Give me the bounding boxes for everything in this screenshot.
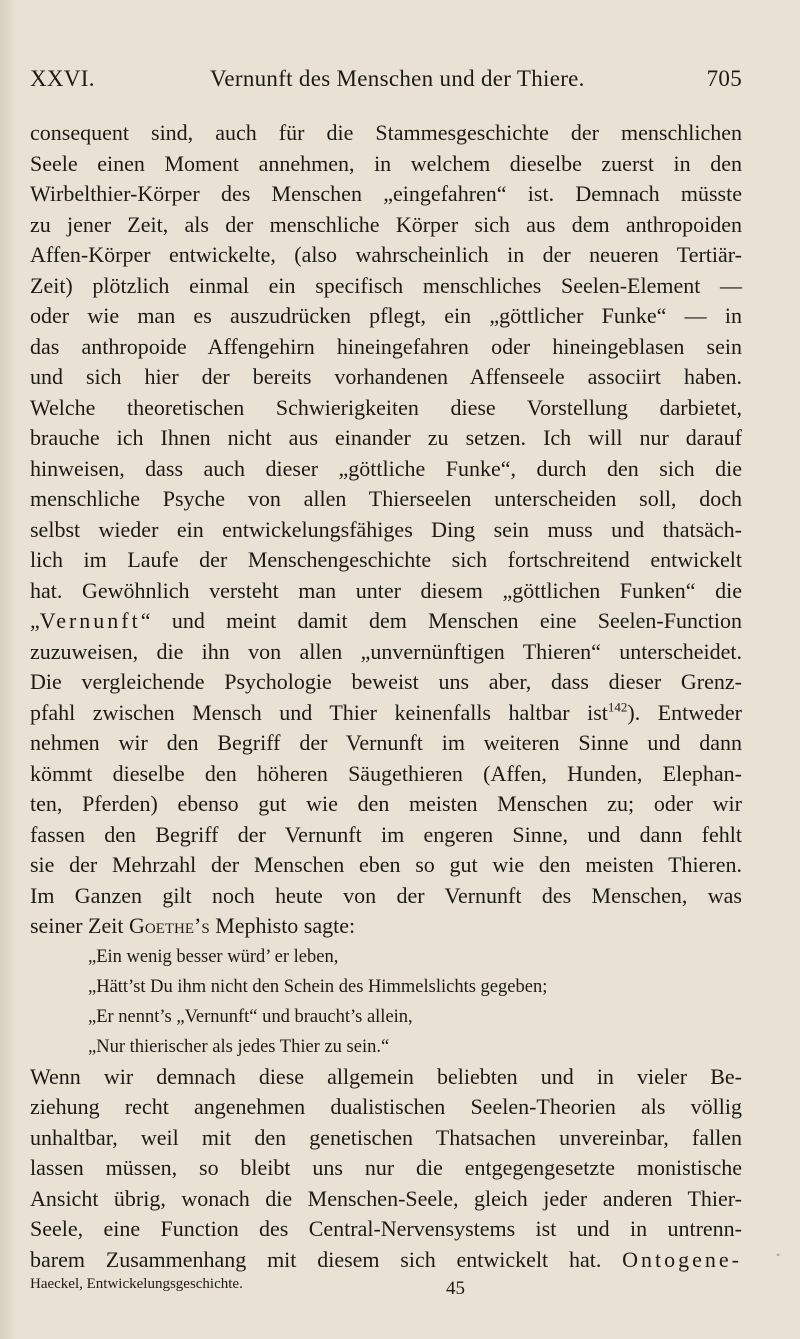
line-end: ). Entweder <box>627 699 742 725</box>
text-line: sie der Mehrzahl der Menschen eben so gut wie den meisten Thieren. <box>30 852 742 877</box>
footer-source: Haeckel, Entwickelungsgeschichte. <box>30 1276 243 1292</box>
text-line: hinweisen, dass auch dieser „göttliche Funke“, durch den sich die <box>30 455 742 481</box>
signature-mark: 45 <box>446 1278 465 1299</box>
line-start: pfahl zwischen Mensch und Thier keinenfalls haltbar ist <box>30 699 608 725</box>
text-line: ziehung recht angenehmen dualistischen Seelen-Theorien als völlig <box>30 1094 742 1119</box>
quote-line: „Er nennt’s „Vernunft“ und braucht’s allein, <box>88 1006 413 1027</box>
body-text <box>30 118 742 1275</box>
text-line: Wenn wir demnach diese allgemein beliebten und in vieler Be- <box>30 1063 742 1089</box>
line-start: seiner Zeit <box>30 913 129 938</box>
text-line-footnote <box>30 698 742 729</box>
text-line: nehmen wir den Begriff der Vernunft im weiteren Sinne und dann <box>30 730 742 755</box>
running-title: Vernunft des Menschen und der Thiere. <box>210 66 585 91</box>
text-line: zu jener Zeit, als der menschliche Körper sich aus dem anthropoiden <box>30 211 742 237</box>
quote-line: „Ein wenig besser würd’ er leben, <box>88 946 339 967</box>
text-line: Seele, eine Function des Central-Nervensystems ist und in untrenn- <box>30 1216 742 1241</box>
line-end: Mephisto sagte: <box>209 913 356 938</box>
text-line: ten, Pferden) ebenso gut wie den meisten Menschen zu; oder wir <box>30 791 742 816</box>
page-edge-shadow <box>0 0 18 1339</box>
text-line: Wirbelthier-Körper des Menschen „eingefahren“ ist. Demnach müsste <box>30 181 742 206</box>
text-line: Seele einen Moment annehmen, in welchem dieselbe zuerst in den <box>30 150 742 176</box>
text-line: Zeit) plötzlich einmal ein specifisch menschliches Seelen-Element — <box>30 272 742 298</box>
text-line-goethe <box>30 911 742 942</box>
footnote-reference: 142 <box>607 699 628 715</box>
text-line: zuzuweisen, die ihn von allen „unvernünftigen Thieren“ unterscheidet. <box>30 638 742 664</box>
text-line: oder wie man es auszudrücken pflegt, ein „göttlicher Funke“ — in <box>30 303 742 328</box>
quote-line: „Hätt’st Du ihm nicht den Schein des Himmelslichts gegeben; <box>88 976 548 997</box>
text-line: hat. Gewöhnlich versteht man unter diesem „göttlichen Funken“ die <box>30 577 742 603</box>
text-line: fassen den Begriff der Vernunft im engeren Sinne, und dann fehlt <box>30 821 742 847</box>
text-line: consequent sind, auch für die Stammesgeschichte der menschlichen <box>30 120 742 145</box>
text-line-vernunft <box>30 606 742 637</box>
text-line: lassen müssen, so bleibt uns nur die entgegengesetzte monistische <box>30 1155 742 1180</box>
page-number: 705 <box>706 66 742 91</box>
text-line: Welche theoretischen Schwierigkeiten diese Vorstellung darbietet, <box>30 394 742 420</box>
text-line: kömmt dieselbe den höheren Säugethieren (Affen, Hunden, Elephan- <box>30 760 742 786</box>
open-quote: „ <box>30 608 40 633</box>
text-line: menschliche Psyche von allen Thierseelen unterscheiden soll, doch <box>30 486 742 511</box>
line-rest: “ und meint damit dem Menschen eine Seelen-Function <box>140 608 742 633</box>
text-line: unhaltbar, weil mit den genetischen Thatsachen unvereinbar, fallen <box>30 1124 742 1150</box>
page-footer <box>30 1272 742 1299</box>
text-line: das anthropoide Affengehirn hineingefahren oder hineingeblasen sein <box>30 333 742 359</box>
text-line: Die vergleichende Psychologie beweist uns aber, dass dieser Grenz- <box>30 669 742 694</box>
text-line: lich im Laufe der Menschengeschichte sich fortschreitend entwickelt <box>30 547 742 572</box>
emphasized-word: Ontogene- <box>622 1246 742 1272</box>
chapter-number: XXVI. <box>30 66 95 91</box>
margin-speck-icon: • <box>776 1248 781 1262</box>
author-name: Goethe’s <box>128 913 210 938</box>
text-line: brauche ich Ihnen nicht aus einander zu setzen. Ich will nur darauf <box>30 425 742 450</box>
running-header <box>30 66 742 106</box>
line-start: barem Zusammenhang mit diesem sich entwickelt hat. <box>30 1246 623 1272</box>
emphasized-word: Vernunft <box>39 608 141 633</box>
text-line: und sich hier der bereits vorhandenen Affenseele associirt haben. <box>30 364 742 389</box>
text-line: selbst wieder ein entwickelungsfähiges Ding sein muss und thatsäch- <box>30 516 742 542</box>
quote-line: „Nur thierischer als jedes Thier zu sein.“ <box>88 1036 390 1057</box>
text-line-ontogene <box>30 1245 742 1276</box>
text-line: Affen-Körper entwickelte, (also wahrscheinlich in der neueren Tertiär- <box>30 242 742 267</box>
text-line: Ansicht übrig, wonach die Menschen-Seele, gleich jeder anderen Thier- <box>30 1185 742 1211</box>
text-line: Im Ganzen gilt noch heute von der Vernunft des Menschen, was <box>30 882 742 908</box>
